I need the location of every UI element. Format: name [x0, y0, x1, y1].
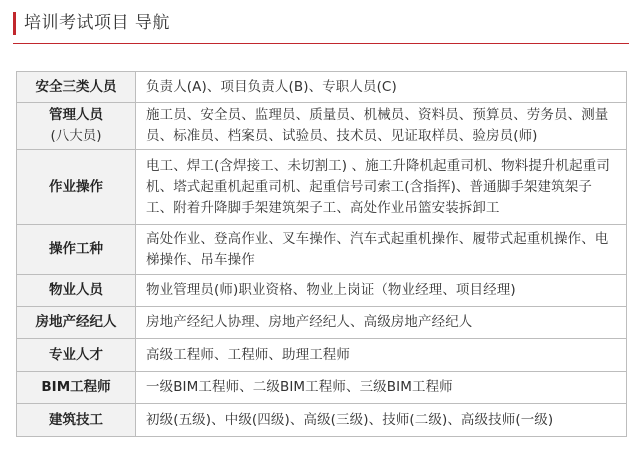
table-row	[17, 404, 627, 437]
row-content[interactable]: 初级(五级)、中级(四级)、高级(三级)、技师(二级)、高级技师(一级)	[136, 404, 627, 437]
row-category: 作业操作	[17, 150, 136, 225]
row-category: BIM工程师	[17, 372, 136, 404]
row-content[interactable]: 房地产经纪人协理、房地产经纪人、高级房地产经纪人	[136, 307, 627, 339]
row-content[interactable]: 一级BIM工程师、二级BIM工程师、三级BIM工程师	[136, 372, 627, 404]
row-category: 建筑技工	[17, 404, 136, 437]
row-category: 操作工种	[17, 225, 136, 275]
training-exam-nav-table	[16, 71, 627, 437]
row-category-sub: (八大员)	[50, 128, 102, 144]
table-row	[17, 307, 627, 339]
row-category: 物业人员	[17, 275, 136, 307]
row-content[interactable]: 高处作业、登高作业、叉车操作、汽车式起重机操作、履带式起重机操作、电梯操作、吊车操作	[136, 225, 627, 275]
table-row	[17, 275, 627, 307]
row-content[interactable]: 高级工程师、工程师、助理工程师	[136, 339, 627, 372]
table-row	[17, 150, 627, 225]
table-row	[17, 225, 627, 275]
row-content[interactable]: 电工、焊工(含焊接工、未切割工) 、施工升降机起重司机、物料提升机起重司机、塔式起重机起重司机、起重信号司索工(含指挥)、普通脚手架建筑架子工、附着升降脚手架建筑架子工、高处作业吊篮安装拆卸工	[136, 150, 627, 225]
row-content[interactable]: 负责人(A)、项目负责人(B)、专职人员(C)	[136, 72, 627, 103]
page-title: 培训考试项目 导航	[24, 13, 170, 33]
section-header	[0, 0, 629, 44]
header-divider	[13, 43, 629, 44]
header-accent-bar	[13, 12, 16, 35]
table-row	[17, 339, 627, 372]
table-row	[17, 72, 627, 103]
row-category: 专业人才	[17, 339, 136, 372]
row-category: 安全三类人员	[17, 72, 136, 103]
row-category: 管理人员 (八大员)	[17, 103, 136, 150]
table-row	[17, 372, 627, 404]
row-category: 房地产经纪人	[17, 307, 136, 339]
row-content[interactable]: 施工员、安全员、监理员、质量员、机械员、资料员、预算员、劳务员、测量员、标准员、档案员、试验员、技术员、见证取样员、验房员(师)	[136, 103, 627, 150]
table-row	[17, 103, 627, 150]
row-content[interactable]: 物业管理员(师)职业资格、物业上岗证（物业经理、项目经理)	[136, 275, 627, 307]
